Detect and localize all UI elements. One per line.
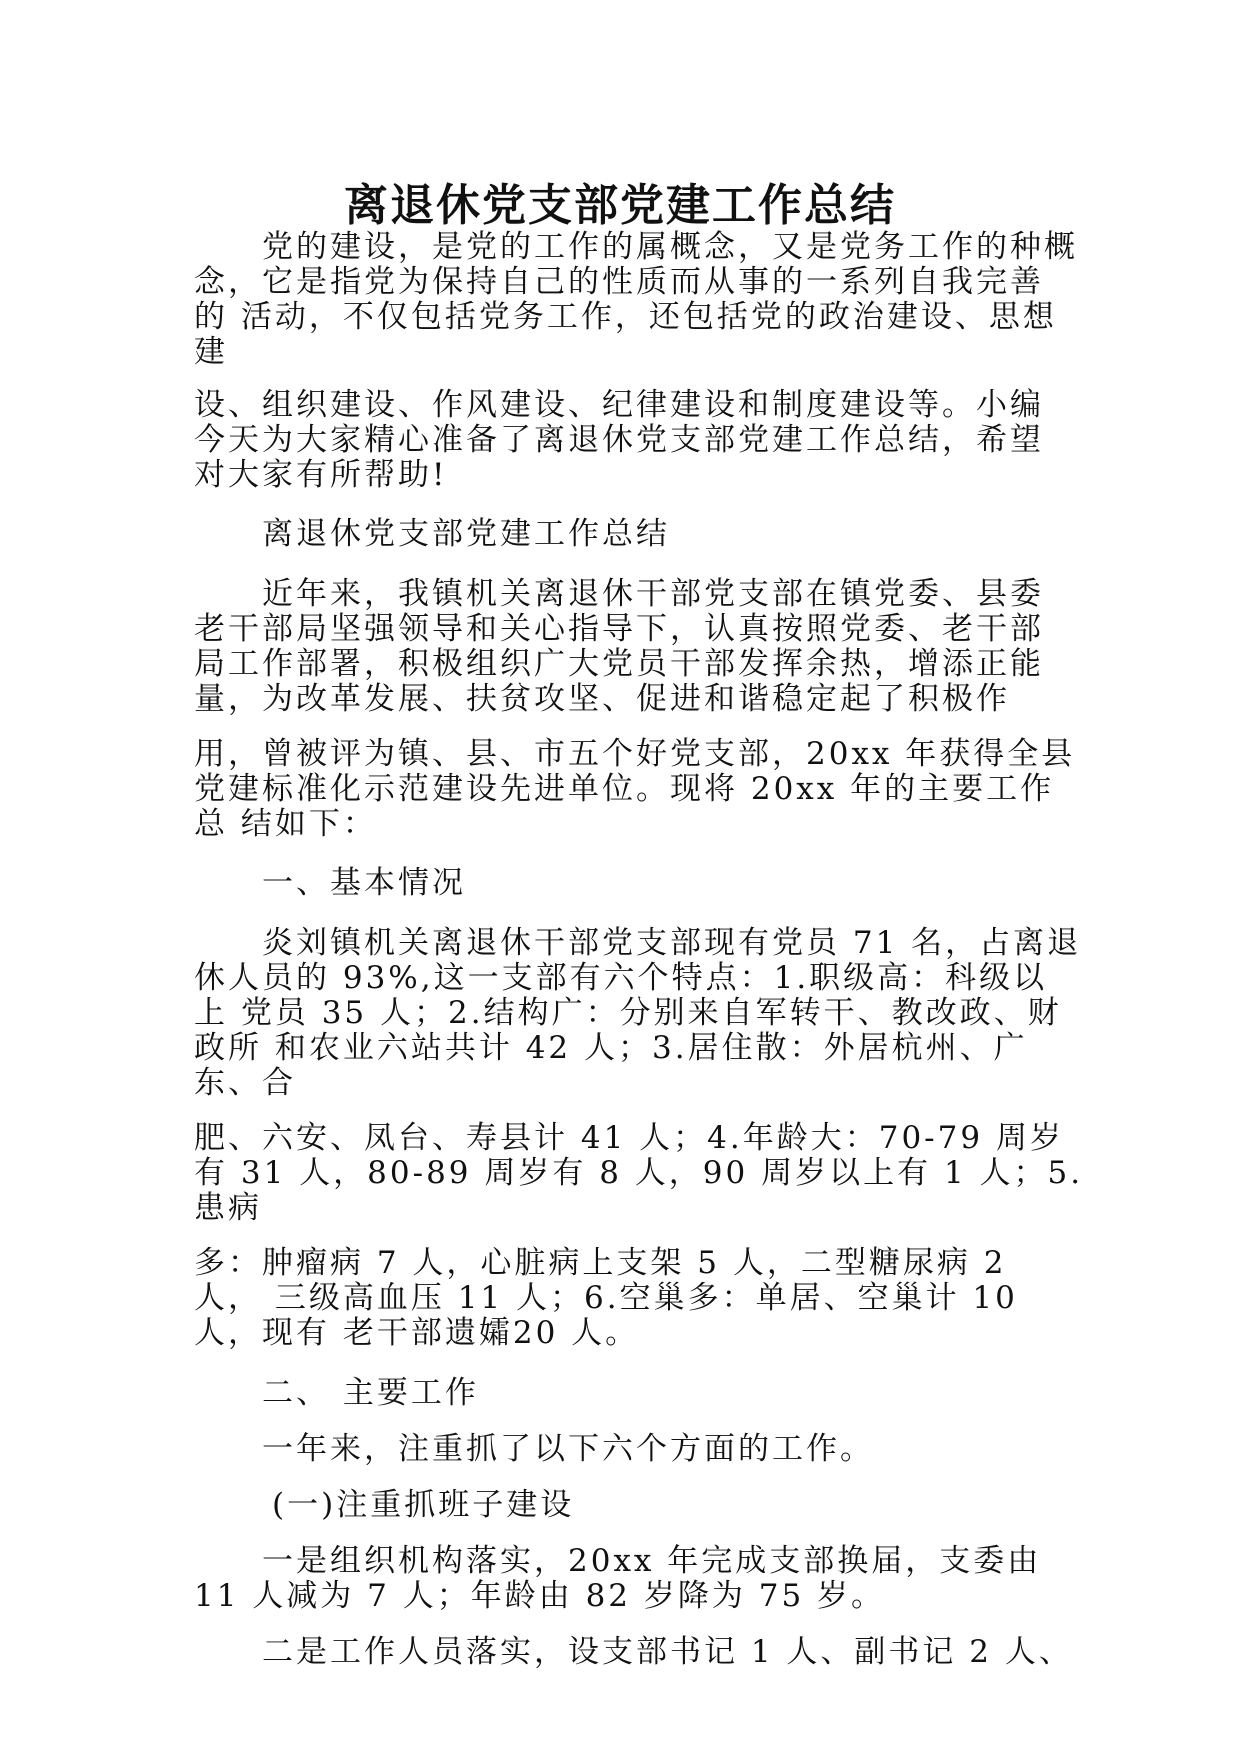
document-title: 离退休党支部党建工作总结 bbox=[344, 180, 896, 231]
paragraph-line: 上 党员 35 人；2.结构广：分别来自军转干、教改政、财 bbox=[194, 995, 1062, 1031]
paragraph-line: 政所 和农业六站共计 42 人；3.居住散：外居杭州、广 bbox=[194, 1030, 1028, 1066]
paragraph-line: 休人员的 93%,这一支部有六个特点：1.职级高：科级以 bbox=[194, 960, 1048, 996]
paragraph-line: 对大家有所帮助! bbox=[194, 457, 448, 493]
paragraph-line: 近年来，我镇机关离退休干部党支部在镇党委、县委 bbox=[262, 576, 1044, 612]
paragraph-line: 用，曾被评为镇、县、市五个好党支部，20xx 年获得全县 bbox=[194, 736, 1076, 772]
paragraph-line: 的 活动，不仅包括党务工作，还包括党的政治建设、思想 bbox=[194, 299, 1057, 335]
paragraph-line: 肥、六安、凤台、寿县计 41 人；4.年龄大：70-79 周岁 bbox=[194, 1120, 1064, 1156]
paragraph-line: 总 结如下： bbox=[194, 806, 377, 842]
paragraph-line: 人， 三级高血压 11 人；6.空巢多：单居、空巢计 10 bbox=[194, 1280, 1018, 1316]
paragraph-line: 党建标准化示范建设先进单位。现将 20xx 年的主要工作 bbox=[194, 771, 1055, 807]
paragraph-line: 11 人减为 7 人；年龄由 82 岁降为 75 岁。 bbox=[194, 1578, 886, 1614]
paragraph-line: 一是组织机构落实，20xx 年完成支部换届，支委由 bbox=[262, 1543, 1042, 1579]
paragraph-line: 炎刘镇机关离退休干部党支部现有党员 71 名，占离退 bbox=[262, 925, 1082, 961]
section-heading: 离退休党支部党建工作总结 bbox=[262, 516, 670, 552]
paragraph-line: 局工作部署，积极组织广大党员干部发挥余热，增添正能 bbox=[194, 646, 1044, 682]
section-heading: 二、 主要工作 bbox=[262, 1375, 479, 1411]
paragraph-line: 今天为大家精心准备了离退休党支部党建工作总结，希望 bbox=[194, 422, 1044, 458]
paragraph-line: 党的建设，是党的工作的属概念，又是党务工作的种概 bbox=[262, 229, 1078, 265]
paragraph-line: 二是工作人员落实，设支部书记 1 人、副书记 2 人、 bbox=[262, 1634, 1073, 1670]
section-heading: 一、基本情况 bbox=[262, 865, 466, 901]
paragraph-line: 多：肿瘤病 7 人，心脏病上支架 5 人，二型糖尿病 2 bbox=[194, 1245, 1007, 1281]
paragraph-line: 量，为改革发展、扶贫攻坚、促进和谐稳定起了积极作 bbox=[194, 681, 1010, 717]
paragraph-line: 患病 bbox=[194, 1190, 262, 1226]
paragraph-line: 有 31 人，80-89 周岁有 8 人，90 周岁以上有 1 人；5. bbox=[194, 1155, 1084, 1191]
paragraph-line: 建 bbox=[194, 334, 228, 370]
subsection-heading: (一)注重抓班子建设 bbox=[272, 1487, 575, 1523]
paragraph-line: 人，现有 老干部遗孀20 人。 bbox=[194, 1315, 640, 1351]
paragraph-line: 老干部局坚强领导和关心指导下，认真按照党委、老干部 bbox=[194, 611, 1044, 647]
paragraph-line: 设、组织建设、作风建设、纪律建设和制度建设等。小编 bbox=[194, 387, 1044, 423]
paragraph-line: 东、合 bbox=[194, 1065, 296, 1101]
paragraph-line: 念，它是指党为保持自己的性质而从事的一系列自我完善 bbox=[194, 264, 1044, 300]
paragraph-line: 一年来，注重抓了以下六个方面的工作。 bbox=[262, 1431, 874, 1467]
